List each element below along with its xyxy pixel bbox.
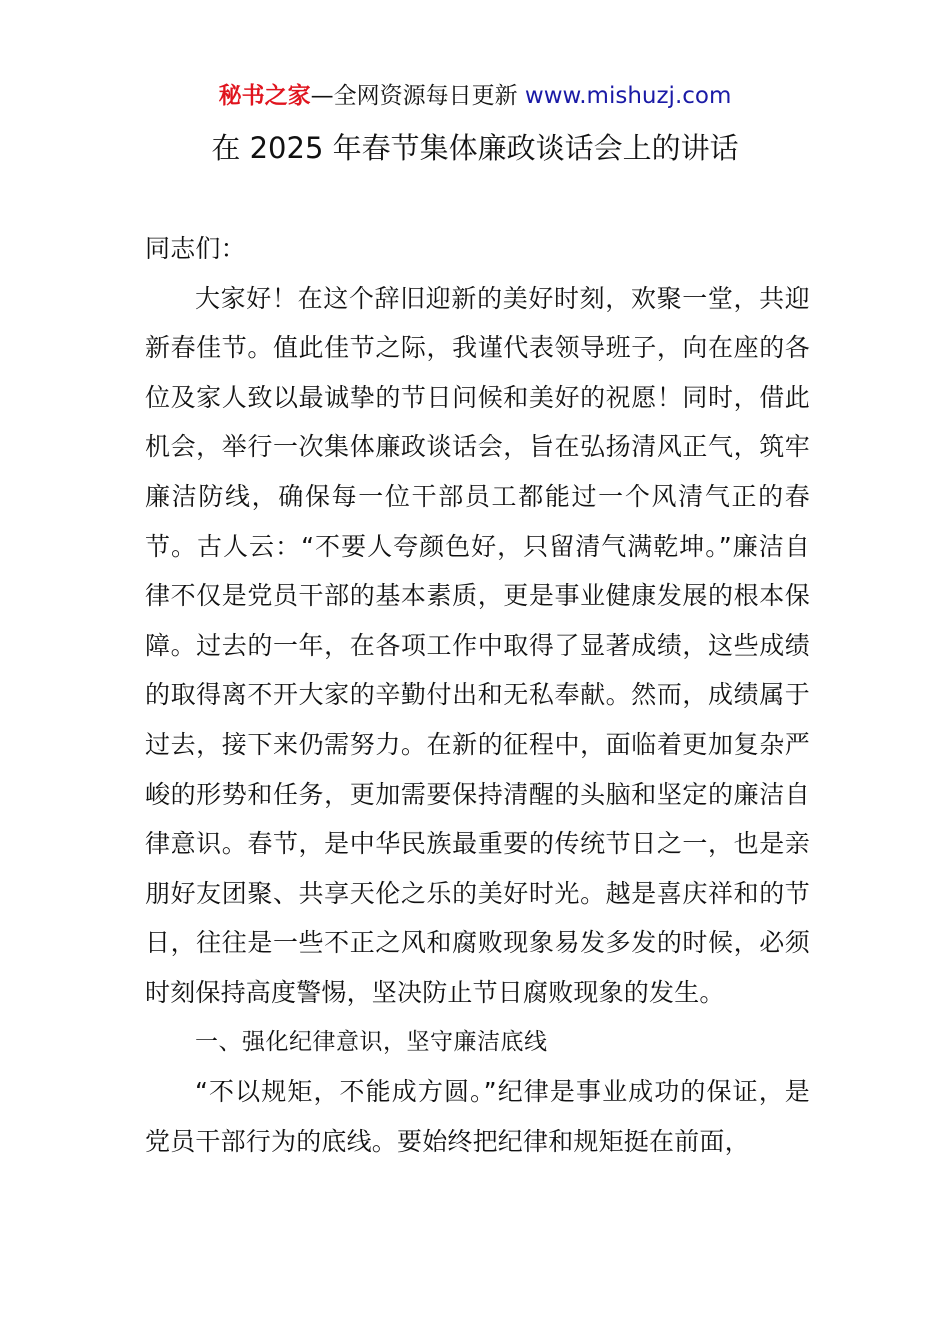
salutation: 同志们： (145, 234, 246, 263)
body-paragraph: “不以规矩，不能成方圆。”纪律是事业成功的保证，是党员干部行为的底线。要始终把纪律和规矩挺在前面， (145, 1077, 810, 1156)
document-title: 在 2025 年春节集体廉政谈话会上的讲话 (211, 131, 739, 165)
section-heading: 一、强化纪律意识，坚守廉洁底线 (195, 1028, 548, 1055)
document-body (145, 224, 810, 1166)
site-header (0, 80, 950, 112)
brand-name: 秘书之家 (218, 83, 311, 109)
site-url-link[interactable]: www.mishuzj.com (524, 83, 732, 109)
header-tagline: —全网资源每日更新 (310, 83, 525, 109)
body-paragraph: 大家好！在这个辞旧迎新的美好时刻，欢聚一堂，共迎新春佳节。值此佳节之际，我谨代表领导班子，向在座的各位及家人致以最诚挚的节日问候和美好的祝愿！同时，借此机会，举行一次集体廉政谈话会，旨在弘扬清风正气，筑牢廉洁防线，确保每一位干部员工都能过一个风清气正的春节。古人云：“不要人夸颜色好，只留清气满乾坤。”廉洁自律不仅是党员干部的基本素质，更是事业健康发展的根本保障。过去的一年，在各项工作中取得了显著成绩，这些成绩的取得离不开大家的辛勤付出和无私奉献。然而，成绩属于过去，接下来仍需努力。在新的征程中，面临着更加复杂严峻的形势和任务，更加需要保持清醒的头脑和坚定的廉洁自律意识。春节，是中华民族最重要的传统节日之一，也是亲朋好友团聚、共享天伦之乐的美好时光。越是喜庆祥和的节日，往往是一些不正之风和腐败现象易发多发的时候，必须时刻保持高度警惕，坚决防止节日腐败现象的发生。 (145, 283, 810, 1007)
